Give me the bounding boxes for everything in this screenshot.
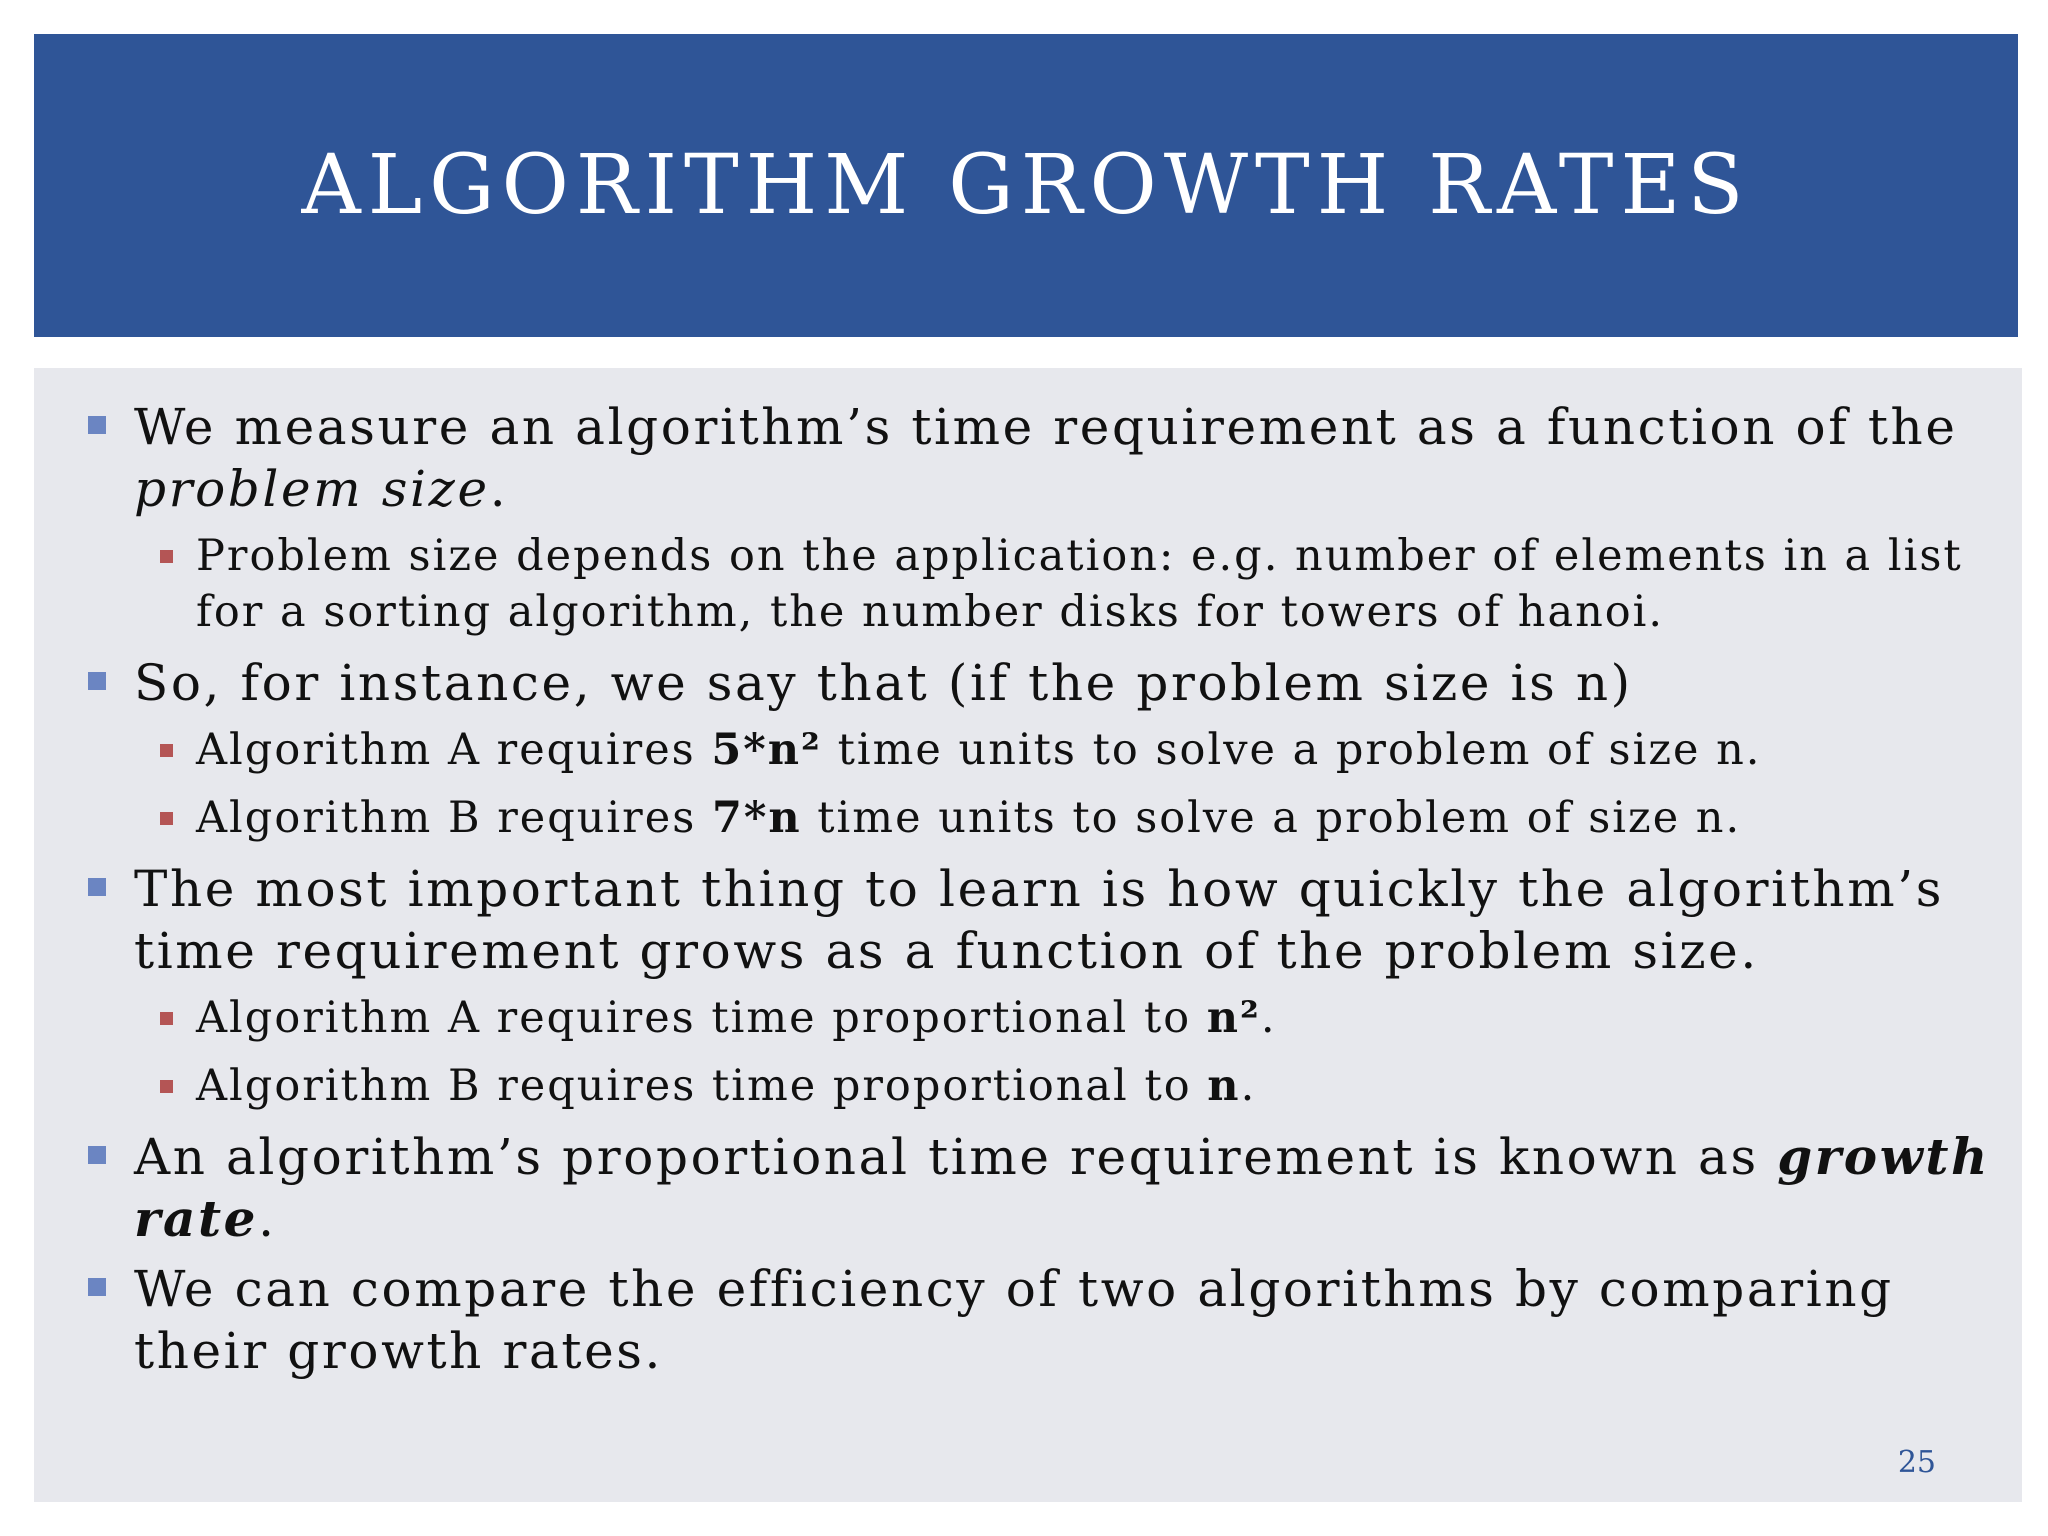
sub-bullet-post: . (1260, 993, 1277, 1043)
page-number: 25 (1897, 1445, 1936, 1480)
square-bullet-icon (160, 744, 173, 757)
bullet-text: We can compare the efficiency of two algorithms by comparing their growth rates. (134, 1260, 1894, 1380)
sub-bullet-algorithm-b-requires (34, 790, 2022, 846)
sub-bullet-problem-size-depends (34, 528, 2022, 640)
sub-bullet-formula: 7*n (711, 793, 802, 843)
sub-bullet-post: time units to solve a problem of size n. (801, 793, 1742, 843)
sub-bullet-post: . (1240, 1061, 1257, 1111)
square-bullet-icon (160, 1080, 173, 1093)
sub-bullet-pre: Algorithm A requires time proportional to (196, 993, 1207, 1043)
bullet-list (34, 396, 2022, 1390)
bullet-most-important (34, 858, 2022, 982)
square-bullet-icon (88, 1146, 106, 1164)
bullet-end: . (258, 1190, 277, 1248)
title-band (34, 34, 2018, 337)
bullet-growth-rate (34, 1126, 2022, 1250)
square-bullet-icon (88, 878, 106, 896)
square-bullet-icon (160, 550, 173, 563)
bullet-text: The most important thing to learn is how quickly the algorithm’s time requirement grows as a function of the problem size. (134, 860, 1944, 980)
sub-bullet-text: Problem size depends on the application: e.g. number of elements in a list for a sorting algorithm, the number disks for towers of hanoi. (196, 531, 1963, 637)
bullet-emphasis: growth rate (134, 1127, 1990, 1248)
square-bullet-icon (88, 416, 106, 434)
sub-bullet-algorithm-a-requires (34, 722, 2022, 778)
sub-bullet-pre: Algorithm B requires time proportional to (196, 1061, 1208, 1111)
bullet-for-instance (34, 652, 2022, 714)
sub-bullet-pre: Algorithm B requires (196, 793, 712, 843)
slide-title: ALGORITHM GROWTH RATES (301, 138, 1751, 233)
square-bullet-icon (160, 1012, 173, 1025)
bullet-compare-efficiency (34, 1258, 2022, 1382)
bullet-text: An algorithm’s proportional time requirement is known as (134, 1128, 1778, 1186)
sub-bullet-pre: Algorithm A requires (196, 725, 712, 775)
content-area (34, 368, 2022, 1502)
sub-bullet-formula: 5*n² (711, 725, 822, 775)
bullet-problem-size (34, 396, 2022, 520)
square-bullet-icon (88, 1278, 106, 1296)
sub-bullet-algorithm-b-proportional (34, 1058, 2022, 1114)
square-bullet-icon (160, 812, 173, 825)
square-bullet-icon (88, 672, 106, 690)
bullet-text: So, for instance, we say that (if the problem size is n) (134, 654, 1633, 712)
bullet-emphasis: problem size (134, 460, 490, 518)
sub-bullet-post: time units to solve a problem of size n. (821, 725, 1762, 775)
bullet-end: . (489, 460, 509, 518)
bullet-text: We measure an algorithm’s time requirement as a function of the (134, 398, 1958, 456)
sub-bullet-formula: n² (1206, 993, 1261, 1043)
sub-bullet-formula: n (1207, 1061, 1241, 1111)
sub-bullet-algorithm-a-proportional (34, 990, 2022, 1046)
